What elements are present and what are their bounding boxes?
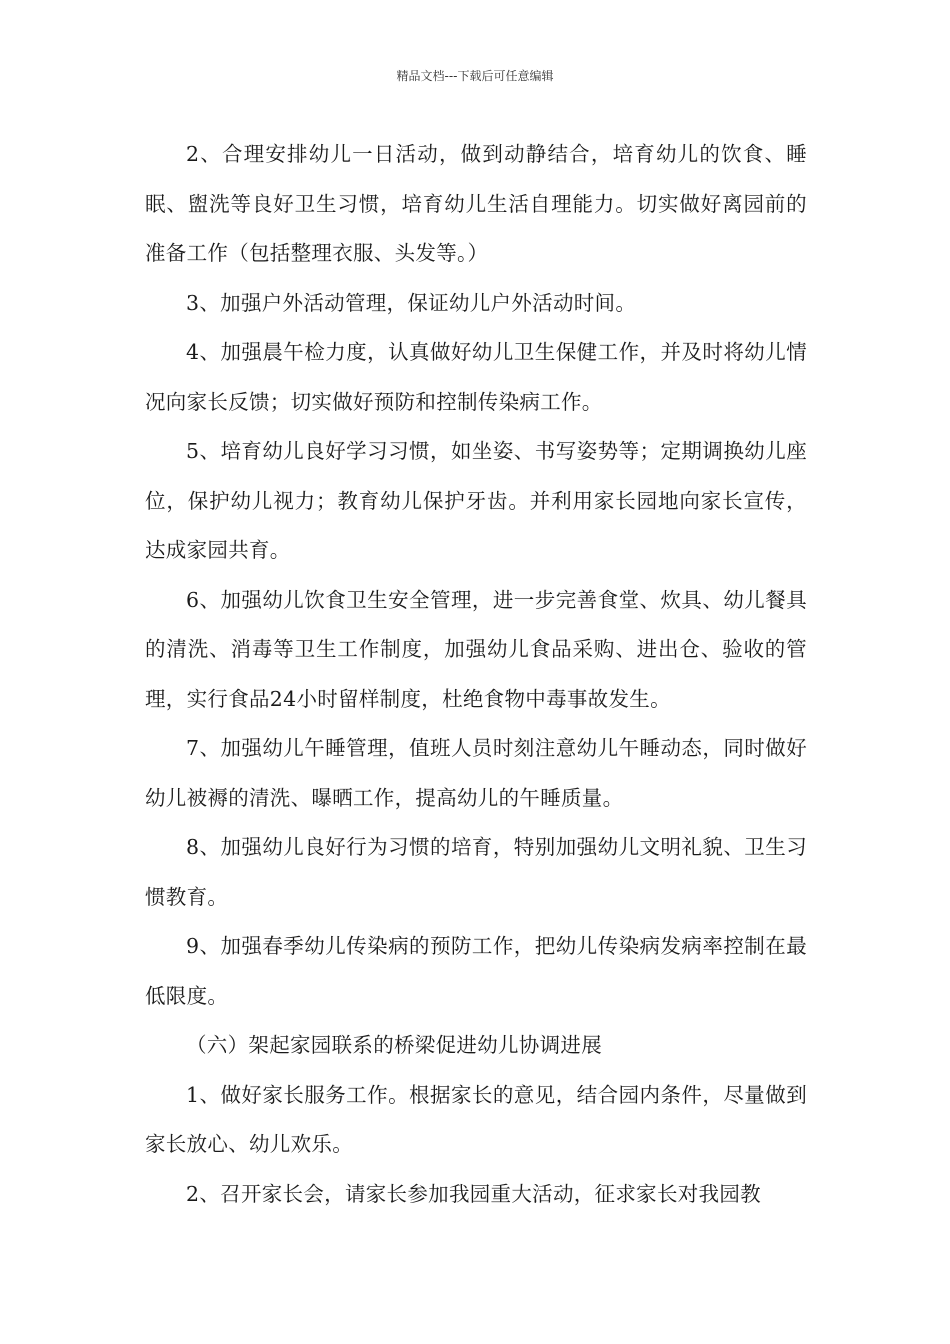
section-heading: （六）架起家园联系的桥梁促进幼儿协调进展 <box>186 1033 602 1057</box>
paragraph-item-5: 5、培育幼儿良好学习习惯，如坐姿、书写姿势等；定期调换幼儿座位，保护幼儿视力；教育幼儿保护牙齿。并利用家长园地向家长宣传，达成家园共育。 <box>145 439 807 562</box>
paragraph-item-8: 8、加强幼儿良好行为习惯的培育，特别加强幼儿文明礼貌、卫生习惯教育。 <box>145 835 807 909</box>
paragraph-item-2-b: 2、召开家长会，请家长参加我园重大活动，征求家长对我园教 <box>186 1181 761 1206</box>
page-header: 精品文档---下载后可任意编辑 <box>396 69 554 83</box>
paragraph-item-4: 4、加强晨午检力度，认真做好幼儿卫生保健工作，并及时将幼儿情况向家长反馈；切实做好预防和控制传染病工作。 <box>145 340 807 414</box>
paragraph-item-7: 7、加强幼儿午睡管理，值班人员时刻注意幼儿午睡动态，同时做好幼儿被褥的清洗、曝晒工作，提高幼儿的午睡质量。 <box>145 736 807 810</box>
paragraph-item-6: 6、加强幼儿饮食卫生安全管理，进一步完善食堂、炊具、幼儿餐具的清洗、消毒等卫生工作制度，加强幼儿食品采购、进出仓、验收的管理，实行食品24小时留样制度，杜绝食物中毒事故发生。 <box>145 587 807 711</box>
document-body <box>145 130 807 1219</box>
paragraph-item-3: 3、加强户外活动管理，保证幼儿户外活动时间。 <box>186 290 637 315</box>
paragraph-item-2: 2、合理安排幼儿一日活动，做到动静结合，培育幼儿的饮食、睡眠、盥洗等良好卫生习惯，培育幼儿生活自理能力。切实做好离园前的准备工作（包括整理衣服、头发等。） <box>145 142 807 265</box>
paragraph-item-9: 9、加强春季幼儿传染病的预防工作，把幼儿传染病发病率控制在最低限度。 <box>145 934 807 1008</box>
paragraph-item-1: 1、做好家长服务工作。根据家长的意见，结合园内条件，尽量做到家长放心、幼儿欢乐。 <box>145 1082 807 1156</box>
